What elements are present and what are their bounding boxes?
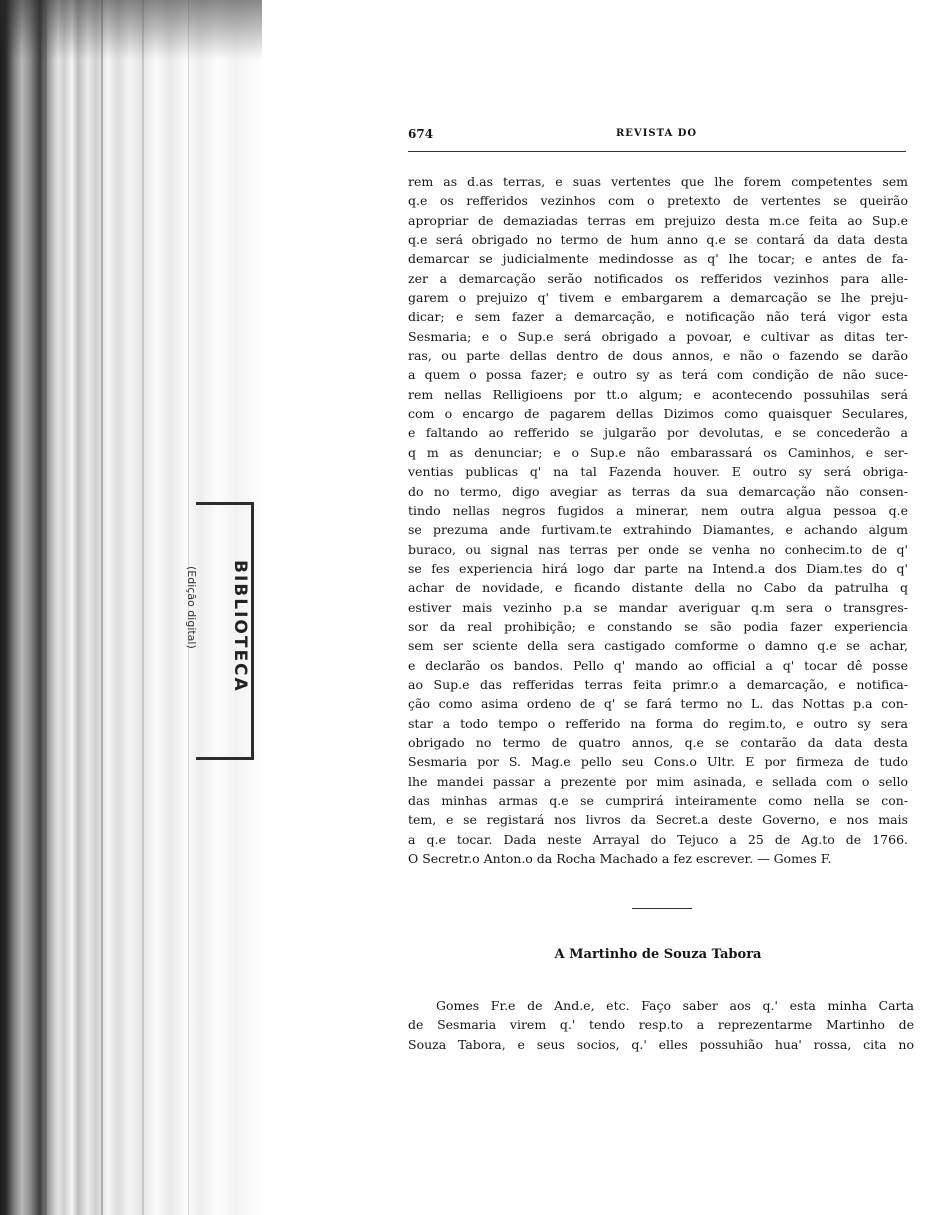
text-line: zer a demarcação serão notificados os refferidos vezinhos para alle- bbox=[408, 270, 908, 286]
text-line: estiver mais vezinho p.a se mandar averiguar q.m sera o transgres- bbox=[408, 599, 908, 615]
text-line: das minhas armas q.e se cumprirá inteiramente como nella se con- bbox=[408, 793, 908, 808]
running-head: REVISTA DO bbox=[616, 128, 698, 139]
section-text bbox=[408, 996, 914, 1054]
header-rule bbox=[408, 151, 906, 152]
text-line: rem as d.as terras, e suas vertentes que lhe forem competentes sem bbox=[408, 174, 908, 189]
text-line: com o encargo de pagarem dellas Dizimos como quaisquer Seculares, bbox=[408, 406, 908, 422]
text-line: sem ser sciente della sera castigado comforme o damno q.e se achar, bbox=[408, 638, 908, 654]
text-line: buraco, ou signal nas terras per onde se venha no conhecim.to de q' bbox=[408, 541, 908, 557]
text-line: demarcar se judicialmente medindosse as q' lhe tocar; e antes de fa- bbox=[408, 251, 908, 267]
text-line: q m as denunciar; e o Sup.e não embarassará os Caminhos, e ser- bbox=[408, 444, 908, 460]
page-header bbox=[408, 127, 906, 149]
text-line: a q.e tocar. Dada neste Arrayal do Tejuco a 25 de Ag.to de 1766. bbox=[408, 831, 908, 847]
section-title: A Martinho de Souza Tabora bbox=[554, 947, 762, 962]
spine-shadow bbox=[0, 0, 262, 60]
page-number: 674 bbox=[408, 127, 434, 141]
library-stamp-label: BIBLIOTECA bbox=[230, 560, 250, 693]
text-line: e faltando ao refferido se julgarão por devolutas, e se concederão a bbox=[408, 425, 908, 441]
spine-streak bbox=[142, 0, 144, 1215]
text-line: se prezuma ande furtivam.te extrahindo Diamantes, e achando algum bbox=[408, 522, 908, 538]
text-line: tindo nellas negros fugidos a minerar, nem outra algua pessoa q.e bbox=[408, 502, 908, 518]
text-line: se fes experiencia hirá logo dar parte na Intend.a dos Diam.tes do q' bbox=[408, 560, 908, 576]
text-line: e declarão os bandos. Pello q' mando ao official a q' tocar dê posse bbox=[408, 657, 908, 673]
text-line: q.e será obrigado no termo de hum anno q.e se contará da data desta bbox=[408, 232, 908, 248]
text-line: obrigado no termo de quatro annos, q.e se contarão da data desta bbox=[408, 734, 908, 750]
text-line: dicar; e sem fazer a demarcação, e notificação não terá vigor esta bbox=[408, 309, 908, 325]
section-divider bbox=[632, 908, 692, 909]
text-line: O Secretr.o Anton.o da Rocha Machado a fez escrever. — Gomes F. bbox=[408, 851, 832, 867]
text-line: ventias publicas q' na tal Fazenda houver. E outro sy será obriga- bbox=[408, 464, 908, 480]
text-line: a quem o possa fazer; e outro sy as terá com condição de não suce- bbox=[408, 367, 908, 383]
text-line: Gomes Fr.e de And.e, etc. Faço saber aos q.' esta minha Carta bbox=[436, 998, 914, 1013]
text-line: sor da real prohibição; e constando se são podia fazer experiencia bbox=[408, 618, 908, 634]
spine-streak bbox=[44, 0, 47, 1215]
body-text bbox=[408, 172, 908, 868]
text-line: Sesmaria por S. Mag.e pello seu Cons.o Ultr. E por firmeza de tudo bbox=[408, 754, 908, 770]
text-line: garem o prejuizo q' tivem e embargarem a demarcação se lhe preju- bbox=[408, 290, 908, 306]
text-line: apropriar de demaziadas terras em prejuizo desta m.ce feita ao Sup.e bbox=[408, 212, 908, 228]
text-line: Sesmaria; e o Sup.e será obrigado a povoar, e cultivar as ditas ter- bbox=[408, 328, 908, 344]
text-line: ção como asima ordeno de q' se fará termo no L. das Nottas p.a con- bbox=[408, 696, 908, 712]
text-line: lhe mandei passar a prezente por mim asinada, e sellada com o sello bbox=[408, 773, 908, 789]
text-line: rem nellas Relligioens por tt.o algum; e acontecendo possuhilas será bbox=[408, 386, 908, 402]
text-line: achar de novidade, e ficando distante della no Cabo da patrulha q bbox=[408, 580, 908, 596]
text-line: do no termo, digo avegiar as terras da sua demarcação não consen- bbox=[408, 483, 908, 499]
library-stamp-sublabel: (Edição digital) bbox=[185, 566, 198, 649]
text-line: q.e os refferidos vezinhos com o pretexto de vertentes se queirão bbox=[408, 193, 908, 209]
text-line: ao Sup.e das refferidas terras feita primr.o a demarcação, e notifica- bbox=[408, 676, 908, 692]
text-line: tem, e se registará nos livros da Secret.a deste Governo, e nos mais bbox=[408, 812, 908, 828]
text-line: de Sesmaria virem q.' tendo resp.to a reprezentarme Martinho de bbox=[408, 1017, 914, 1033]
spine-streak bbox=[101, 0, 103, 1215]
text-line: ras, ou parte dellas dentro de dous annos, e não o fazendo se darão bbox=[408, 348, 908, 364]
text-line: star a todo tempo o refferido na forma do regim.to, e outro sy sera bbox=[408, 715, 908, 731]
text-line: Souza Tabora, e seus socios, q.' elles possuhião hua' rossa, cita no bbox=[408, 1036, 914, 1052]
